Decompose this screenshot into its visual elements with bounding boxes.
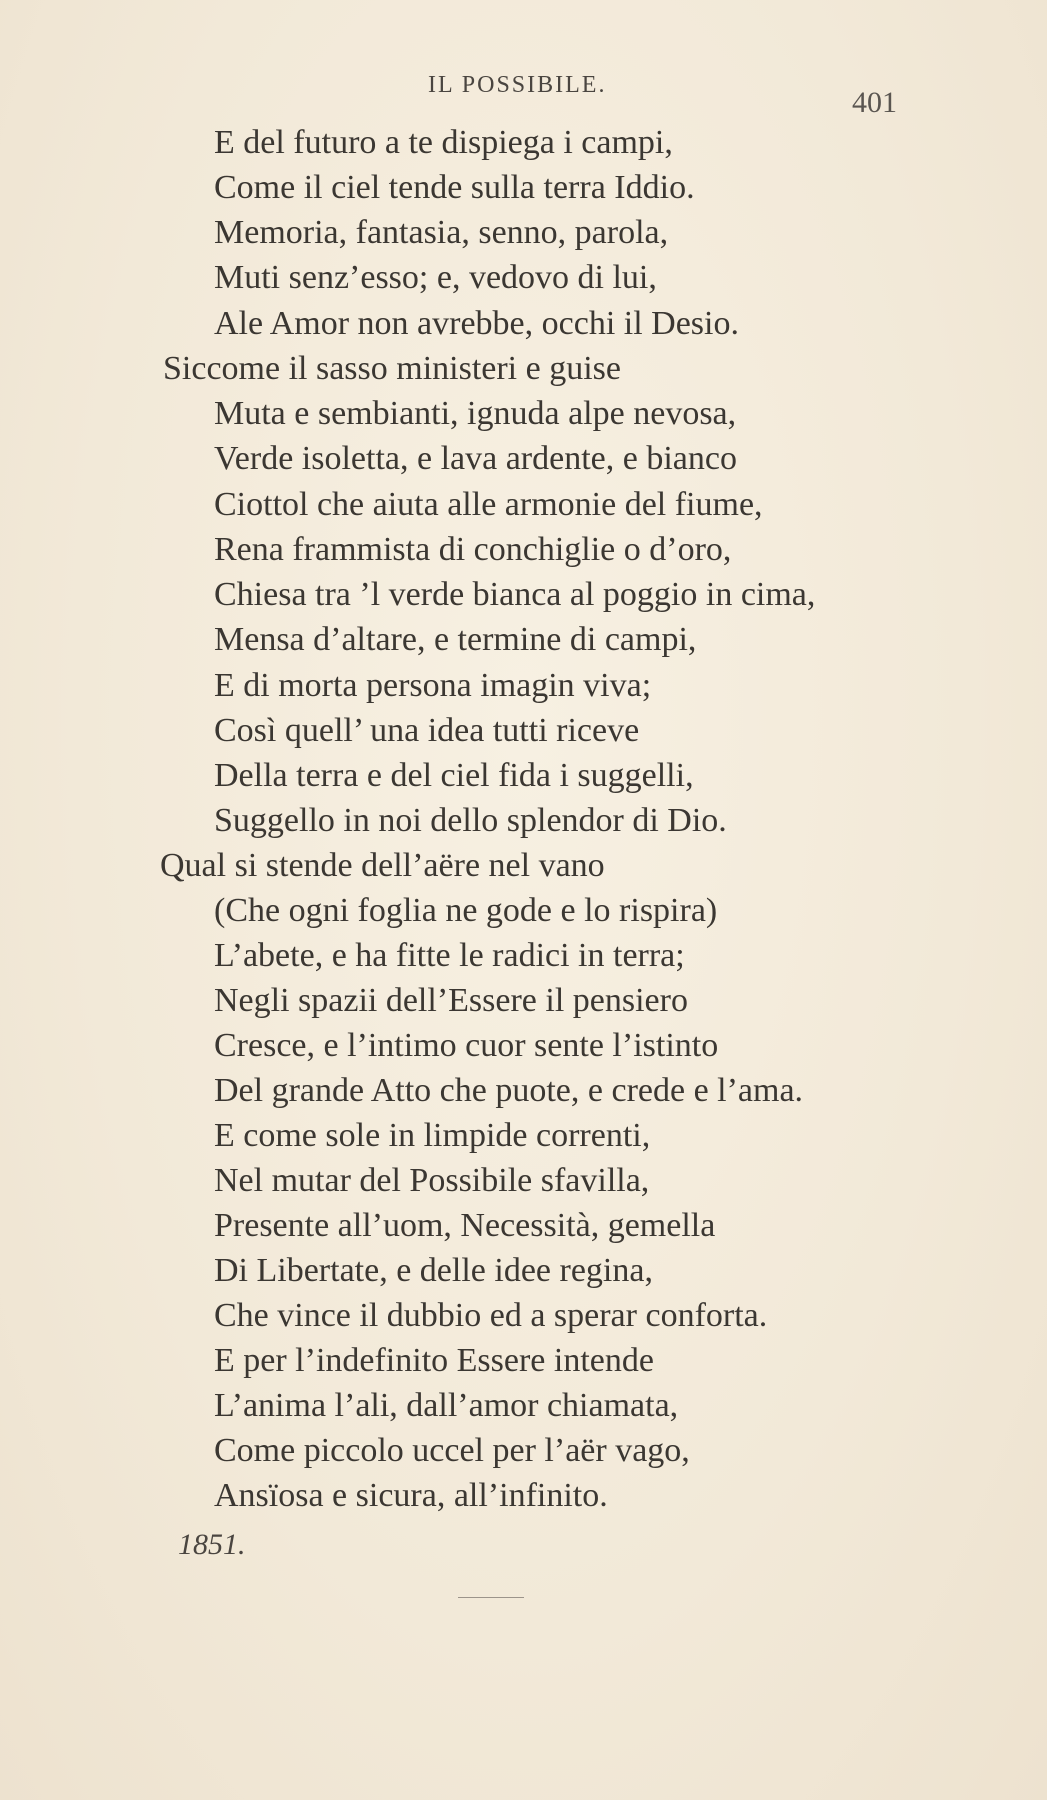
verse-line: Come piccolo uccel per l’aër vago, xyxy=(214,1432,690,1469)
verse-line: E del futuro a te dispiega i campi, xyxy=(214,124,673,161)
verse-line: E come sole in limpide correnti, xyxy=(214,1117,651,1154)
verse-line: Ale Amor non avrebbe, occhi il Desio. xyxy=(214,305,739,342)
verse-line: Verde isoletta, e lava ardente, e bianco xyxy=(214,440,737,477)
verse-line: Come il ciel tende sulla terra Iddio. xyxy=(214,169,695,206)
verse-line: Del grande Atto che puote, e crede e l’ama. xyxy=(214,1072,804,1109)
verse-line: Della terra e del ciel fida i suggelli, xyxy=(214,757,694,794)
verse-line: Che vince il dubbio ed a sperar conforta. xyxy=(214,1297,768,1334)
verse-line: Qual si stende dell’aëre nel vano xyxy=(160,847,605,884)
verse-line: Cresce, e l’intimo cuor sente l’istinto xyxy=(214,1027,719,1064)
verse-line: Di Libertate, e delle idee regina, xyxy=(214,1252,653,1289)
verse-line: Muta e sembianti, ignuda alpe nevosa, xyxy=(214,395,737,432)
verse-line: Mensa d’altare, e termine di campi, xyxy=(214,621,697,658)
running-title: IL POSSIBILE. xyxy=(428,72,607,98)
page-number: 401 xyxy=(852,86,897,119)
verse-line: Ciottol che aiuta alle armonie del fiume, xyxy=(214,486,763,523)
verse-line: E per l’indefinito Essere intende xyxy=(214,1342,654,1379)
verse-line: Memoria, fantasia, senno, parola, xyxy=(214,214,669,251)
verse-line: Presente all’uom, Necessità, gemella xyxy=(214,1207,716,1244)
verse-line: L’abete, e ha fitte le radici in terra; xyxy=(214,937,685,974)
verse-line: Muti senz’esso; e, vedovo di lui, xyxy=(214,259,657,296)
verse-line: Chiesa tra ’l verde bianca al poggio in cima, xyxy=(214,576,816,613)
verse-line: Rena frammista di conchiglie o d’oro, xyxy=(214,531,732,568)
verse-line: Nel mutar del Possibile sfavilla, xyxy=(214,1162,650,1199)
verse-line: Ansïosa e sicura, all’infinito. xyxy=(214,1477,608,1514)
verse-line: (Che ogni foglia ne gode e lo rispira) xyxy=(214,892,718,929)
verse-line: E di morta persona imagin viva; xyxy=(214,667,652,704)
verse-line: Suggello in noi dello splendor di Dio. xyxy=(214,802,727,839)
verse-line: Negli spazii dell’Essere il pensiero xyxy=(214,982,688,1019)
verse-line: L’anima l’ali, dall’amor chiamata, xyxy=(214,1387,679,1424)
poem-date: 1851. xyxy=(178,1528,246,1561)
closing-rule xyxy=(458,1597,524,1598)
verse-line: Così quell’ una idea tutti riceve xyxy=(214,712,640,749)
verse-line: Siccome il sasso ministeri e guise xyxy=(163,350,621,387)
